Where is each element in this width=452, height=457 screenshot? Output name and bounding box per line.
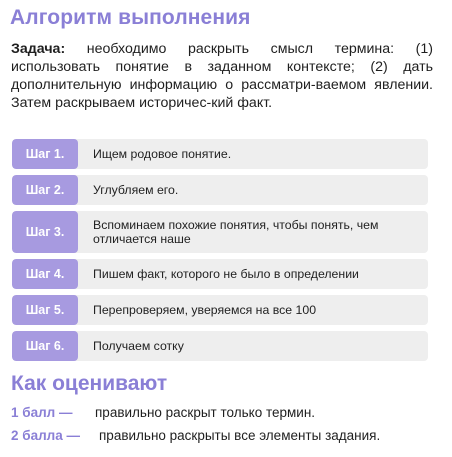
assessment-title: Как оценивают bbox=[11, 372, 168, 395]
score-points: 1 балл — bbox=[11, 405, 73, 420]
task-paragraph bbox=[11, 40, 433, 112]
score-text: правильно раскрыты все элементы задания. bbox=[99, 428, 381, 443]
step-label: Шаг 3. bbox=[12, 211, 78, 253]
step-row bbox=[12, 331, 428, 361]
page-title: Алгоритм выполнения bbox=[10, 6, 251, 29]
score-item bbox=[11, 428, 380, 443]
step-row bbox=[12, 139, 428, 169]
step-text: Ищем родовое понятие. bbox=[93, 147, 232, 161]
step-text: Перепроверяем, уверяемся на все 100 bbox=[93, 303, 317, 317]
task-label: Задача: bbox=[11, 41, 66, 57]
step-text: Пишем факт, которого не было в определении bbox=[93, 267, 359, 281]
step-row bbox=[12, 175, 428, 205]
task-text: необходимо раскрыть смысл термина: (1) использовать понятие в заданном контексте; (2) дать дополнительную информацию о рассматри-ваемом явлении. Затем раскрываем историчес-кий факт. bbox=[11, 41, 433, 111]
step-text: Углубляем его. bbox=[93, 183, 179, 197]
step-row bbox=[12, 295, 428, 325]
step-label: Шаг 6. bbox=[12, 331, 78, 361]
score-item bbox=[11, 405, 315, 420]
steps-list bbox=[12, 139, 428, 367]
step-row bbox=[12, 259, 428, 289]
step-label: Шаг 2. bbox=[12, 175, 78, 205]
step-text: Вспоминаем похожие понятия, чтобы понять, чем отличается наше bbox=[93, 218, 379, 246]
step-label: Шаг 4. bbox=[12, 259, 78, 289]
step-label: Шаг 1. bbox=[12, 139, 78, 169]
step-label: Шаг 5. bbox=[12, 295, 78, 325]
step-text: Получаем сотку bbox=[93, 339, 184, 353]
score-text: правильно раскрыт только термин. bbox=[95, 405, 316, 420]
score-points: 2 балла — bbox=[11, 428, 81, 443]
step-row bbox=[12, 211, 428, 253]
